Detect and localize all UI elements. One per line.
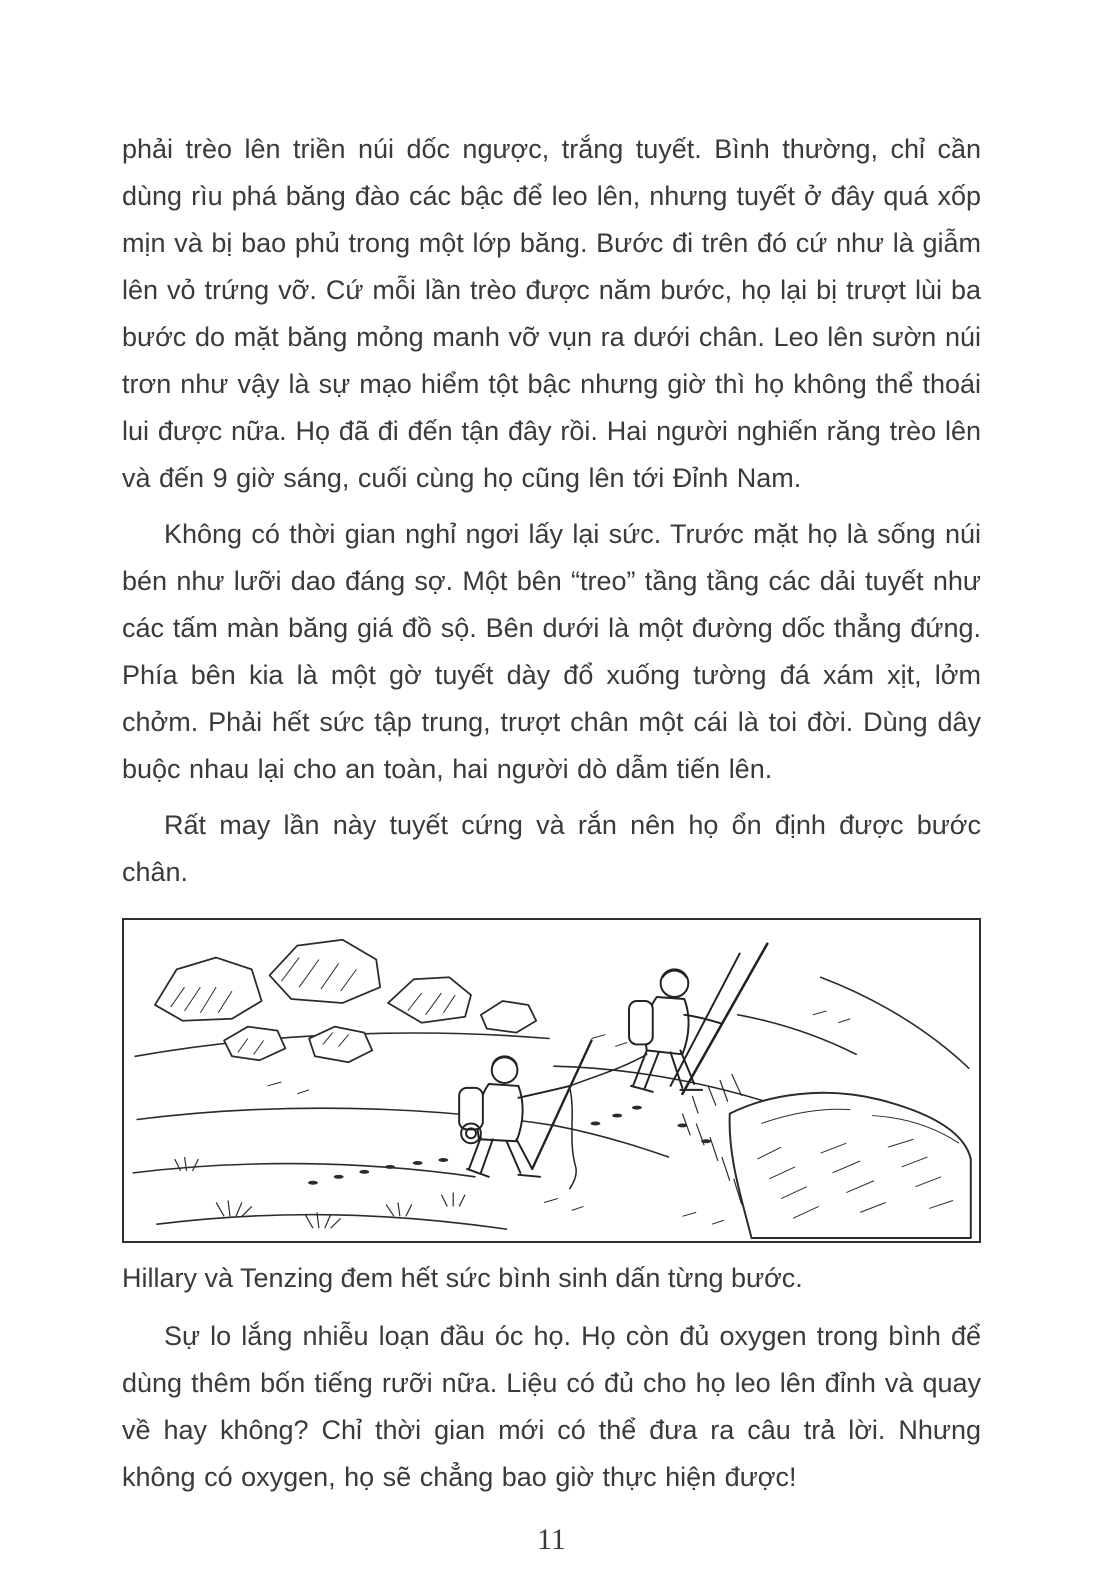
paragraph: Rất may lần này tuyết cứng và rắn nên họ ổn định được bước chân. bbox=[122, 810, 981, 887]
climbers-illustration bbox=[124, 920, 979, 1241]
page-number: 11 bbox=[537, 1523, 566, 1556]
ice-axe-pole bbox=[532, 1040, 591, 1168]
paragraph: phải trèo lên triền núi dốc ngược, trắng tuyết. Bình thường, chỉ cần dùng rìu phá băng đào các bậc để leo lên, nhưng tuyết ở đây quá xốp mịn và bị bao phủ trong một lớp băng. Bước đi trên đó cứ như là giẫm lên vỏ trứng vỡ. Cứ mỗi lần trèo được năm bước, họ lại bị trượt lùi ba bước do mặt băng mỏng manh vỡ vụn ra dưới chân. Leo lên sườn núi trơn như vậy là sự mạo hiểm tột bậc nhưng giờ thì họ không thể thoái lui được nữa. Họ đã đi đến tận đây rồi. Hai người nghiến răng trèo lên và đến 9 giờ sáng, cuối cùng họ cũng lên tới Đỉnh Nam. bbox=[122, 134, 981, 493]
mountain-climbing-illustration bbox=[122, 918, 981, 1243]
backpack bbox=[629, 1001, 653, 1044]
climber-hillary bbox=[629, 944, 767, 1094]
paragraph: Sự lo lắng nhiễu loạn đầu óc họ. Họ còn đủ oxygen trong bình để dùng thêm bốn tiếng rưỡi nữa. Liệu có đủ cho họ leo lên đỉnh và quay về hay không? Chỉ thời gian mới có thể đưa ra câu trả lời. Nhưng không có oxygen, họ sẽ chẳng bao giờ thực hiện được! bbox=[122, 1321, 981, 1492]
hanging-rope bbox=[570, 1088, 576, 1189]
paragraph: Không có thời gian nghỉ ngơi lấy lại sức. Trước mặt họ là sống núi bén như lưỡi dao đáng sợ. Một bên “treo” tầng tầng các dải tuyết như các tấm màn băng giá đồ sộ. Bên dưới là một đường dốc thẳng đứng. Phía bên kia là một gờ tuyết dày đổ xuống tường đá xám xịt, lởm chởm. Phải hết sức tập trung, trượt chân một cái là toi đời. Dùng dây buộc nhau lại cho an toàn, hai người dò dẫm tiến lên. bbox=[122, 519, 981, 784]
rocks-top-left bbox=[155, 940, 536, 1062]
arm bbox=[518, 1086, 569, 1098]
illustration-caption: Hillary và Tenzing đem hết sức bình sinh dấn từng bước. bbox=[122, 1263, 803, 1293]
jacket bbox=[477, 1084, 522, 1141]
cliff-outcrop bbox=[682, 1074, 970, 1238]
